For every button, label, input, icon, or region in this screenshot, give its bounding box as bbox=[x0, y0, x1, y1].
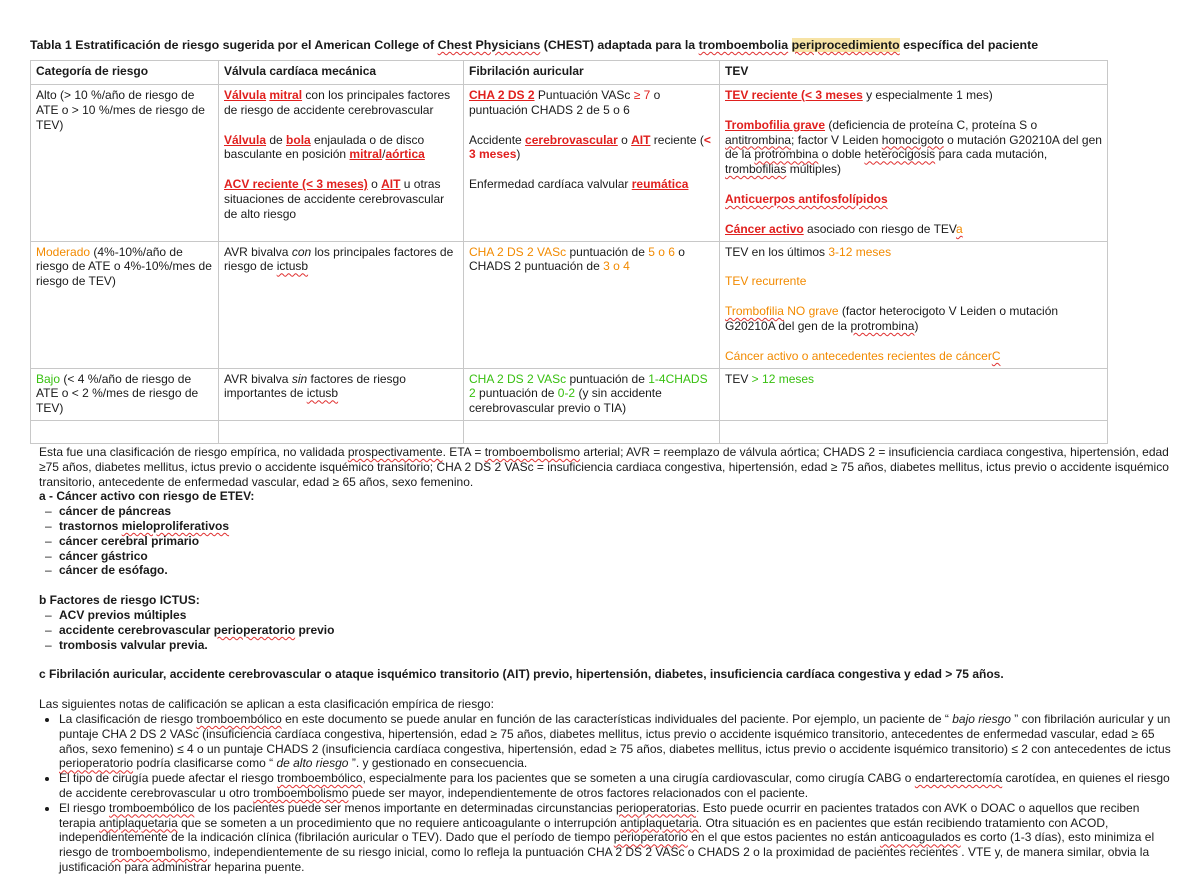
list-item: – trastornos mieloproliferativos bbox=[45, 519, 1174, 534]
cell-high-valve: Válvula mitral con los principales factores de riesgo de accidente cerebrovascular Válvula de bola enjaulada o de disco basculante en posición mitral/aórtica ACV reciente (< 3 meses) o AIT u otras situaciones de accidente cerebrovascular de alto riesgo bbox=[219, 85, 464, 242]
header-atrial-fibrillation: Fibrilación auricular bbox=[464, 61, 720, 85]
note-b-heading: b Factores de riesgo ICTUS: bbox=[39, 593, 200, 608]
note-c: c Fibrilación auricular, accidente cerebrovascular o ataque isquémico transitorio (AIT) previo, hipertensión, diabetes, insuficiencia cardíaca congestiva y edad > 75 años. bbox=[39, 667, 1004, 682]
list-item: • El tipo de cirugía puede afectar el riesgo tromboembólico, especialmente para los pacientes que se someten a una cirugía cardiovascular, como cirugía CABG o endarterectomía carotídea, en quienes el riesgo de accidente cerebrovascular u otro tromboembolismo puede ser mayor, independientemente de otros factores relacionados con el paciente. bbox=[59, 771, 1174, 801]
list-item: – ACV previos múltiples bbox=[45, 608, 1174, 623]
cell-moderate-af: CHA 2 DS 2 VASc puntuación de 5 o 6 o CHADS 2 puntuación de 3 o 4 bbox=[464, 241, 720, 368]
list-item: • La clasificación de riesgo tromboembólico en este documento se puede anular en función de las características individuales del paciente. Por ejemplo, un paciente de “ bajo riesgo ” con fibrilación auricular y un puntaje CHA 2 DS 2 VASc (insuficiencia cardíaca congestiva, hipertensión, edad ≥ 75 años, diabetes mellitus, ictus previo o accidente isquémico transitorio, antecedentes de enfermedad vascular, edad ≥ 65 años, sexo femenino) ≤ 4 o un puntaje CHADS 2 (insuficiencia cardíaca congestiva, hipertensión, edad ≥ 75 años, diabetes mellitus, ictus previo o accidente isquémico transitorio) ≤ 2 con antecedentes de ictus perioperatorio podría clasificarse como “ de alto riesgo ”. y gestionado en consecuencia. bbox=[59, 712, 1174, 771]
list-item: – trombosis valvular previa. bbox=[45, 638, 1174, 653]
cell-moderate-valve: AVR bivalva con los principales factores de riesgo de ictusb bbox=[219, 241, 464, 368]
empty-cell bbox=[219, 420, 464, 443]
list-item: – cáncer gástrico bbox=[45, 549, 1174, 564]
cell-low-valve: AVR bivalva sin factores de riesgo importantes de ictusb bbox=[219, 368, 464, 420]
empty-cell bbox=[720, 420, 1108, 443]
header-mechanical-valve: Válvula cardíaca mecánica bbox=[219, 61, 464, 85]
cell-moderate-tev: TEV en los últimos 3-12 meses TEV recurrente Trombofilia NO grave (factor heterocigoto V Leiden o mutación G20210A del gen de la protrombina) Cáncer activo o antecedentes recientes de cáncerC bbox=[720, 241, 1108, 368]
list-item: – cáncer cerebral primario bbox=[45, 534, 1174, 549]
cell-high-category: Alto (> 10 %/año de riesgo de ATE o > 10 %/mes de riesgo de TEV) bbox=[31, 85, 219, 242]
table-row-moderate bbox=[31, 241, 1108, 368]
table-row-low bbox=[31, 368, 1108, 420]
list-item: • El riesgo tromboembólico de los pacientes puede ser menos importante en determinadas circunstancias perioperatorias. Esto puede ocurrir en pacientes tratados con AVK o DOAC o aquellos que reciben terapia antiplaquetaria que se someten a un procedimiento que no requiere anticoagulante o interrupción antiplaquetaria. Otra situación es en pacientes que están recibiendo tratamiento con ACOD, independientemente de la indicación clínica (fibrilación auricular o TEV). Dado que el período de tiempo perioperatorio en el que estos pacientes no están anticoagulados es corto (1-3 días), esto minimiza el riesgo de tromboembolismo, independientemente de su riesgo inicial, como lo refleja la puntuación CHA 2 DS 2 VASc o CHADS 2 o la proximidad de pacientes recientes . VTE y, de manera similar, obvia la justificación para administrar heparina puente. bbox=[59, 801, 1174, 875]
cell-low-category: Bajo (< 4 %/año de riesgo de ATE o < 2 %/mes de riesgo de TEV) bbox=[31, 368, 219, 420]
empty-cell bbox=[31, 420, 219, 443]
risk-table bbox=[30, 60, 1108, 444]
empty-cell bbox=[464, 420, 720, 443]
list-item: – cáncer de páncreas bbox=[45, 504, 1174, 519]
table-row-empty bbox=[31, 420, 1108, 443]
cell-low-af: CHA 2 DS 2 VASc puntuación de 1-4CHADS 2 puntuación de 0-2 (y sin accidente cerebrovascular previo o TIA) bbox=[464, 368, 720, 420]
list-item: – cáncer de esófago. bbox=[45, 563, 1174, 578]
list-item: – accidente cerebrovascular perioperatorio previo bbox=[45, 623, 1174, 638]
cell-low-tev: TEV > 12 meses bbox=[720, 368, 1108, 420]
header-tev: TEV bbox=[720, 61, 1108, 85]
cell-moderate-category: Moderado (4%-10%/año de riesgo de ATE o 4%-10%/mes de riesgo de TEV) bbox=[31, 241, 219, 368]
abbreviations-note: Esta fue una clasificación de riesgo empírica, no validada prospectivamente. ETA = tromboembolismo arterial; AVR = reemplazo de válvula aórtica; CHADS 2 = insuficiencia cardiaca congestiva, hipertensión, edad ≥75 años, diabetes mellitus, ictus previo o accidente isquémico transitorio; CHA 2 DS 2 VASc = insuficiencia cardiaca congestiva, hipertensión, edad ≥ 75 años, diabetes mellitus, ictus previo o accidente isquémico transitorio, antecedente de enfermedad vascular, edad ≥ 65 años, sexo femenino. bbox=[39, 445, 1169, 489]
table-header-row bbox=[31, 61, 1108, 85]
table-title: Tabla 1 Estratificación de riesgo sugerida por el American College of Chest Physicians (CHEST) adaptada para la tromboembolia periprocedimiento específica del paciente bbox=[30, 38, 1039, 52]
note-a-list bbox=[39, 504, 1174, 578]
note-b-list bbox=[39, 608, 1174, 652]
header-risk-category: Categoría de riesgo bbox=[31, 61, 219, 85]
qualifying-notes-intro: Las siguientes notas de calificación se aplican a esta clasificación empírica de riesgo: bbox=[39, 697, 494, 712]
table-row-high bbox=[31, 85, 1108, 242]
cell-high-af: CHA 2 DS 2 Puntuación VASc ≥ 7 o puntuación CHADS 2 de 5 o 6 Accidente cerebrovascular o AIT reciente (< 3 meses) Enfermedad cardíaca valvular reumática bbox=[464, 85, 720, 242]
cell-high-tev: TEV reciente (< 3 meses y especialmente 1 mes) Trombofilia grave (deficiencia de proteína C, proteína S o antitrombina; factor V Leiden homocigoto o mutación G20210A del gen de la protrombina o doble heterocigosis para cada mutación, trombofilias múltiples) Anticuerpos antifosfolípidos Cáncer activo asociado con riesgo de TEVa bbox=[720, 85, 1108, 242]
qualifying-notes-list bbox=[39, 712, 1174, 875]
note-a-heading: a - Cáncer activo con riesgo de ETEV: bbox=[39, 489, 255, 504]
table-notes bbox=[39, 445, 1174, 875]
